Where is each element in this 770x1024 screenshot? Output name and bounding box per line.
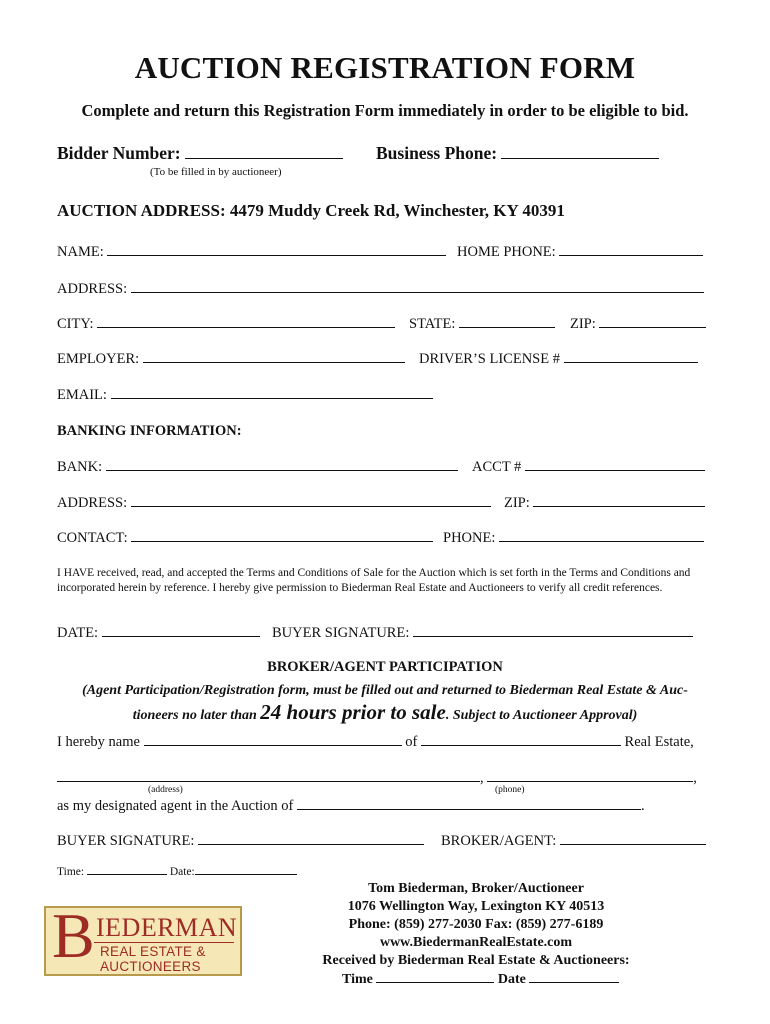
contact-label: CONTACT: [57,530,128,546]
phone-caption: (phone) [495,785,525,795]
agent-phone-field[interactable] [487,769,693,782]
received-time-field[interactable] [376,970,494,983]
terms-paragraph: I HAVE received, read, and accepted the Terms and Conditions of Sale for the Auction which is set forth in the Terms and Conditions and incorporated herein by reference. I hereby give permission to Biederman Real Estate and Auctioneers to verify all credit references. [57,567,691,594]
email-field[interactable] [111,386,433,399]
drivers-license-row [419,350,698,368]
received-time-date-row [342,970,619,988]
bank-zip-label: ZIP: [504,495,530,511]
contact-row [57,529,433,547]
state-row [409,315,555,333]
broker-buyer-signature-label: BUYER SIGNATURE: [57,833,195,849]
designated-label: as my designated agent in the Auction of [57,798,294,814]
home-phone-field[interactable] [559,243,703,256]
address-caption: (address) [148,785,183,795]
of-label: of [405,734,418,750]
broker-instructions-line-2 [0,700,770,725]
received-time-label: Time [342,972,373,987]
logo-divider [94,942,234,943]
comma-1: , [480,770,484,786]
city-field[interactable] [97,315,395,328]
footer-address: 1076 Wellington Way, Lexington KY 40513 [347,899,605,914]
home-phone-row [457,243,703,261]
footer-received: Received by Biederman Real Estate & Auctioneers: [322,953,630,968]
hereby-name-label: I hereby name [57,734,140,750]
period: . [641,798,645,814]
bank-phone-field[interactable] [499,529,704,542]
bidder-number-field[interactable] [185,146,343,159]
name-label: NAME: [57,244,104,260]
broker-heading: BROKER/AGENT PARTICIPATION [267,659,503,675]
footer-phone: Phone: (859) 277-2030 Fax: (859) 277-6189 [348,917,604,932]
logo-name: IEDERMAN [96,913,238,942]
comma-2: , [693,770,697,786]
bank-row [57,458,458,476]
broker-agent-row [441,832,706,850]
bank-address-row [57,494,491,512]
logo-letter: B [52,900,95,971]
bank-label: BANK: [57,459,103,475]
date-small-field[interactable] [195,865,297,875]
designated-row [57,797,645,815]
time-label: Time: [57,866,85,878]
city-row [57,315,395,333]
name-field[interactable] [107,243,446,256]
bank-zip-row [504,494,705,512]
page-subtitle: Complete and return this Registration Form immediately in order to be eligible to bid. [81,101,689,120]
logo-line-3: AUCTIONEERS [100,959,201,974]
broker-instructions-1: (Agent Participation/Registration form, must be filled out and returned to Biederman Real Estate & Auc- [82,683,688,698]
zip-row [570,315,706,333]
agent-address-field[interactable] [57,769,480,782]
received-date-label: Date [497,972,526,987]
broker-instructions-2c: . Subject to Auctioneer Approval) [445,708,638,723]
zip-label: ZIP: [570,316,596,332]
date-row [57,624,260,642]
employer-row [57,350,405,368]
date-field[interactable] [102,624,260,637]
broker-agent-field[interactable] [560,832,706,845]
received-date-field[interactable] [529,970,619,983]
contact-field[interactable] [131,529,433,542]
email-row [57,386,433,404]
bank-phone-row [443,529,704,547]
business-phone-row [376,143,659,164]
employer-field[interactable] [143,350,405,363]
footer-website[interactable]: www.BiedermanRealEstate.com [379,935,573,950]
broker-buyer-signature-field[interactable] [198,832,424,845]
bidder-number-row [57,143,343,164]
agent-name-field[interactable] [144,733,402,746]
business-phone-label: Business Phone: [376,143,498,163]
broker-instructions-line-1 [0,683,770,699]
buyer-signature-row [272,624,693,642]
zip-field[interactable] [599,315,706,328]
banking-heading: BANKING INFORMATION: [57,423,242,439]
address-field[interactable] [131,280,704,293]
date-label: DATE: [57,625,99,641]
bank-field[interactable] [106,458,458,471]
time-field[interactable] [87,865,167,875]
home-phone-label: HOME PHONE: [457,244,556,260]
broker-agent-label: BROKER/AGENT: [441,833,557,849]
bidder-number-label: Bidder Number: [57,143,181,163]
broker-buyer-signature-row [57,832,424,850]
state-label: STATE: [409,316,456,332]
email-label: EMAIL: [57,387,107,403]
real-estate-label: Real Estate, [624,734,694,750]
auction-address: AUCTION ADDRESS: 4479 Muddy Creek Rd, Winchester, KY 40391 [57,201,565,220]
auction-name-field[interactable] [297,797,641,810]
bank-phone-label: PHONE: [443,530,496,546]
acct-field[interactable] [525,458,705,471]
city-label: CITY: [57,316,94,332]
address-label: ADDRESS: [57,281,128,297]
employer-label: EMPLOYER: [57,351,140,367]
business-phone-field[interactable] [501,146,659,159]
broker-instructions-2a: tioneers no later than [132,708,257,723]
name-row [57,243,446,261]
bank-address-label: ADDRESS: [57,495,128,511]
buyer-signature-label: BUYER SIGNATURE: [272,625,410,641]
hereby-name-row [57,733,694,751]
bank-zip-field[interactable] [533,494,705,507]
drivers-license-label: DRIVER’S LICENSE # [419,351,560,367]
footer-name: Tom Biederman, Broker/Auctioneer [368,881,584,896]
state-field[interactable] [459,315,555,328]
biederman-logo [44,900,242,976]
date-small-label: Date: [169,866,195,878]
address-row [57,280,704,298]
page-title: AUCTION REGISTRATION FORM [134,50,636,85]
bank-address-field[interactable] [131,494,491,507]
logo-line-2: REAL ESTATE & [100,944,206,959]
agent-company-field[interactable] [421,733,621,746]
acct-label: ACCT # [472,459,522,475]
bidder-number-note: (To be filled in by auctioneer) [150,166,282,178]
time-date-row [57,865,297,878]
broker-deadline: 24 hours prior to sale [260,700,446,724]
acct-row [472,458,705,476]
buyer-signature-field[interactable] [413,624,693,637]
drivers-license-field[interactable] [564,350,698,363]
